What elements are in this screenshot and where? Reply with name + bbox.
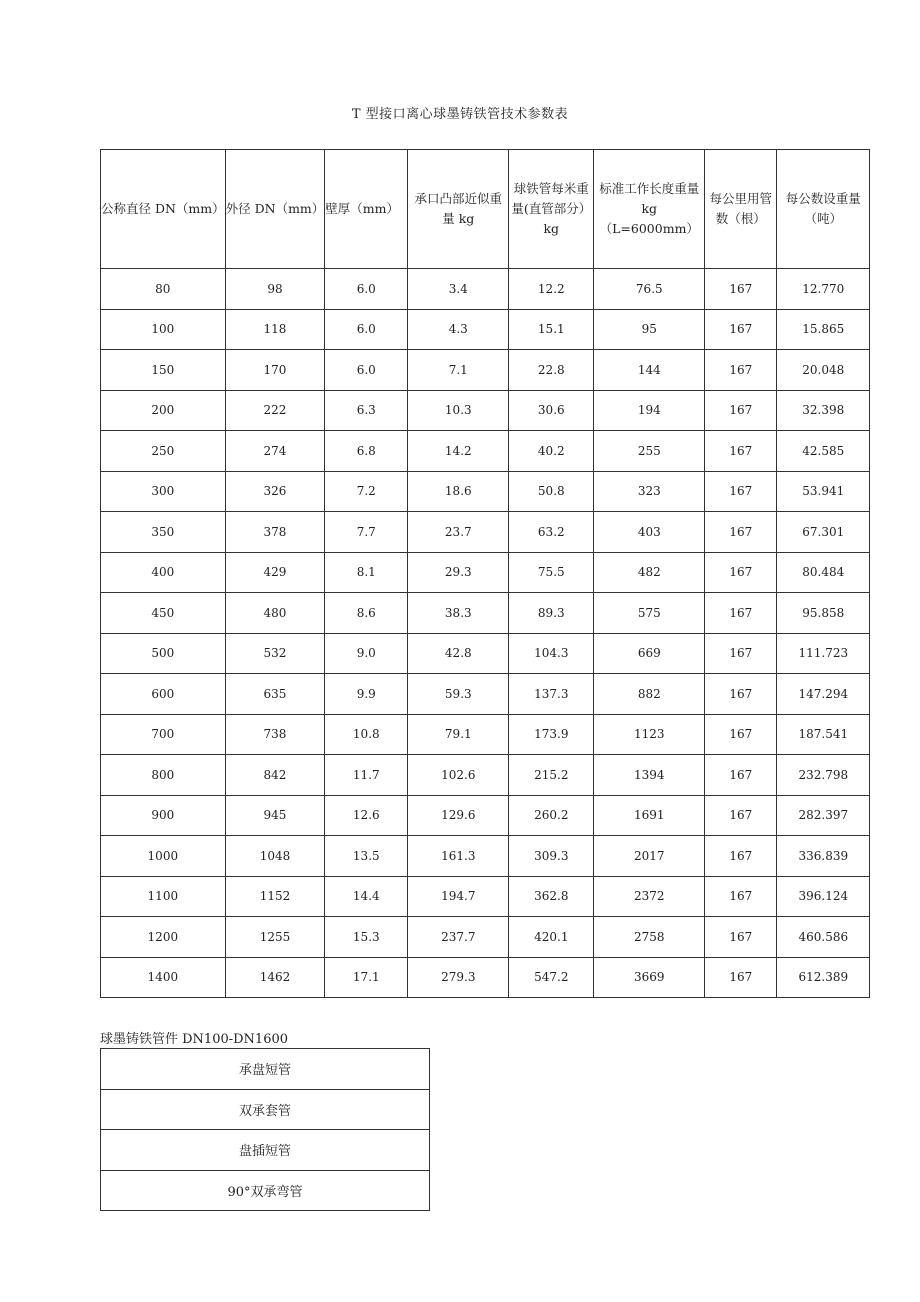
table-cell: 12.2 — [509, 269, 594, 310]
table-cell: 8.6 — [325, 593, 408, 634]
table-cell: 167 — [705, 390, 777, 431]
table-cell: 2758 — [594, 917, 705, 958]
table-cell: 14.2 — [408, 431, 509, 472]
table-cell: 167 — [705, 714, 777, 755]
header-weight-per-km: 每公数设重量（吨） — [777, 150, 870, 269]
table-cell: 1152 — [225, 876, 325, 917]
table-cell: 11.7 — [325, 755, 408, 796]
table-cell: 18.6 — [408, 471, 509, 512]
table-cell: 42.585 — [777, 431, 870, 472]
table-cell: 420.1 — [509, 917, 594, 958]
table-row — [101, 512, 870, 553]
header-outer-diameter: 外径 DN（mm） — [225, 150, 325, 269]
table-cell: 59.3 — [408, 674, 509, 715]
table-row — [101, 593, 870, 634]
table-cell: 400 — [101, 552, 226, 593]
table-cell: 170 — [225, 350, 325, 391]
table-cell: 300 — [101, 471, 226, 512]
table-cell: 7.1 — [408, 350, 509, 391]
table-cell: 279.3 — [408, 957, 509, 998]
table-cell: 15.865 — [777, 309, 870, 350]
table-cell: 255 — [594, 431, 705, 472]
table-cell: 237.7 — [408, 917, 509, 958]
table-cell: 167 — [705, 512, 777, 553]
table-cell: 167 — [705, 917, 777, 958]
table-cell: 100 — [101, 309, 226, 350]
header-pipes-per-km: 每公里用管数（根） — [705, 150, 777, 269]
table-cell: 118 — [225, 309, 325, 350]
table-cell: 6.0 — [325, 309, 408, 350]
table-row — [101, 674, 870, 715]
table-cell: 187.541 — [777, 714, 870, 755]
table-cell: 232.798 — [777, 755, 870, 796]
table-cell: 6.8 — [325, 431, 408, 472]
fitting-row — [101, 1130, 430, 1171]
table-cell: 167 — [705, 836, 777, 877]
table-cell: 79.1 — [408, 714, 509, 755]
table-row — [101, 431, 870, 472]
table-cell: 7.2 — [325, 471, 408, 512]
table-cell: 194 — [594, 390, 705, 431]
table-cell: 95.858 — [777, 593, 870, 634]
table-cell: 75.5 — [509, 552, 594, 593]
table-cell: 282.397 — [777, 795, 870, 836]
table-cell: 215.2 — [509, 755, 594, 796]
table-cell: 167 — [705, 755, 777, 796]
table-cell: 14.4 — [325, 876, 408, 917]
table-cell: 167 — [705, 633, 777, 674]
table-row — [101, 795, 870, 836]
table-cell: 403 — [594, 512, 705, 553]
table-cell: 1255 — [225, 917, 325, 958]
table-cell: 63.2 — [509, 512, 594, 553]
table-cell: 89.3 — [509, 593, 594, 634]
table-cell: 22.8 — [509, 350, 594, 391]
table-cell: 250 — [101, 431, 226, 472]
table-cell: 137.3 — [509, 674, 594, 715]
table-cell: 161.3 — [408, 836, 509, 877]
table-row — [101, 350, 870, 391]
table-cell: 532 — [225, 633, 325, 674]
table-cell: 20.048 — [777, 350, 870, 391]
table-cell: 67.301 — [777, 512, 870, 553]
table-cell: 460.586 — [777, 917, 870, 958]
table-cell: 15.1 — [509, 309, 594, 350]
fitting-item: 盘插短管 — [101, 1130, 430, 1171]
table-cell: 9.0 — [325, 633, 408, 674]
table-cell: 144 — [594, 350, 705, 391]
table-cell: 396.124 — [777, 876, 870, 917]
table-cell: 842 — [225, 755, 325, 796]
table-cell: 38.3 — [408, 593, 509, 634]
table-row — [101, 309, 870, 350]
table-cell: 1048 — [225, 836, 325, 877]
header-standard-length-weight: 标准工作长度重量 kg（L=6000mm） — [594, 150, 705, 269]
table-cell: 2372 — [594, 876, 705, 917]
table-cell: 167 — [705, 269, 777, 310]
table-cell: 10.8 — [325, 714, 408, 755]
table-row — [101, 390, 870, 431]
table-cell: 3669 — [594, 957, 705, 998]
table-cell: 1691 — [594, 795, 705, 836]
table-cell: 12.770 — [777, 269, 870, 310]
table-cell: 167 — [705, 350, 777, 391]
table-cell: 429 — [225, 552, 325, 593]
fitting-row — [101, 1170, 430, 1211]
table-cell: 1400 — [101, 957, 226, 998]
table-row — [101, 917, 870, 958]
table-cell: 129.6 — [408, 795, 509, 836]
table-cell: 1123 — [594, 714, 705, 755]
table-row — [101, 836, 870, 877]
page-title: T 型接口离心球墨铸铁管技术参数表 — [351, 107, 569, 122]
table-cell: 635 — [225, 674, 325, 715]
table-cell: 80.484 — [777, 552, 870, 593]
table-cell: 222 — [225, 390, 325, 431]
table-cell: 53.941 — [777, 471, 870, 512]
table-cell: 95 — [594, 309, 705, 350]
table-cell: 4.3 — [408, 309, 509, 350]
table-cell: 1200 — [101, 917, 226, 958]
header-weight-per-meter: 球铁管每米重量(直管部分）kg — [509, 150, 594, 269]
table-cell: 167 — [705, 552, 777, 593]
table-cell: 6.3 — [325, 390, 408, 431]
fittings-table — [100, 1048, 430, 1211]
table-row — [101, 755, 870, 796]
table-row — [101, 633, 870, 674]
table-cell: 323 — [594, 471, 705, 512]
table-cell: 32.398 — [777, 390, 870, 431]
table-cell: 6.0 — [325, 269, 408, 310]
table-cell: 600 — [101, 674, 226, 715]
table-cell: 362.8 — [509, 876, 594, 917]
table-cell: 167 — [705, 431, 777, 472]
table-cell: 800 — [101, 755, 226, 796]
table-cell: 102.6 — [408, 755, 509, 796]
table-cell: 13.5 — [325, 836, 408, 877]
table-row — [101, 876, 870, 917]
table-cell: 6.0 — [325, 350, 408, 391]
table-cell: 547.2 — [509, 957, 594, 998]
table-row — [101, 552, 870, 593]
table-cell: 882 — [594, 674, 705, 715]
header-nominal-diameter: 公称直径 DN（mm） — [101, 150, 226, 269]
table-cell: 1100 — [101, 876, 226, 917]
table-cell: 7.7 — [325, 512, 408, 553]
table-cell: 167 — [705, 876, 777, 917]
table-row — [101, 714, 870, 755]
table-cell: 482 — [594, 552, 705, 593]
parameters-table — [100, 149, 870, 998]
table-cell: 700 — [101, 714, 226, 755]
table-cell: 480 — [225, 593, 325, 634]
table-cell: 167 — [705, 471, 777, 512]
table-cell: 10.3 — [408, 390, 509, 431]
table-cell: 194.7 — [408, 876, 509, 917]
header-socket-weight: 承口凸部近似重量 kg — [408, 150, 509, 269]
table-cell: 167 — [705, 309, 777, 350]
table-cell: 309.3 — [509, 836, 594, 877]
table-cell: 1462 — [225, 957, 325, 998]
table-cell: 50.8 — [509, 471, 594, 512]
table-cell: 80 — [101, 269, 226, 310]
table-cell: 2017 — [594, 836, 705, 877]
table-cell: 40.2 — [509, 431, 594, 472]
header-wall-thickness: 壁厚（mm） — [325, 150, 408, 269]
table-cell: 29.3 — [408, 552, 509, 593]
table-cell: 1000 — [101, 836, 226, 877]
table-cell: 42.8 — [408, 633, 509, 674]
table-cell: 1394 — [594, 755, 705, 796]
table-cell: 167 — [705, 593, 777, 634]
table-cell: 9.9 — [325, 674, 408, 715]
table-cell: 147.294 — [777, 674, 870, 715]
fittings-title: 球墨铸铁管件 DN100-DN1600 — [100, 1032, 289, 1047]
fitting-item: 90°双承弯管 — [101, 1170, 430, 1211]
table-cell: 76.5 — [594, 269, 705, 310]
table-cell: 8.1 — [325, 552, 408, 593]
table-cell: 15.3 — [325, 917, 408, 958]
table-cell: 336.839 — [777, 836, 870, 877]
table-cell: 669 — [594, 633, 705, 674]
table-row — [101, 957, 870, 998]
table-cell: 378 — [225, 512, 325, 553]
table-cell: 23.7 — [408, 512, 509, 553]
table-cell: 900 — [101, 795, 226, 836]
table-cell: 945 — [225, 795, 325, 836]
table-cell: 12.6 — [325, 795, 408, 836]
table-row — [101, 471, 870, 512]
table-cell: 450 — [101, 593, 226, 634]
table-cell: 326 — [225, 471, 325, 512]
table-cell: 612.389 — [777, 957, 870, 998]
fitting-item: 承盘短管 — [101, 1049, 430, 1090]
table-cell: 167 — [705, 957, 777, 998]
table-cell: 274 — [225, 431, 325, 472]
table-cell: 17.1 — [325, 957, 408, 998]
table-cell: 104.3 — [509, 633, 594, 674]
table-cell: 3.4 — [408, 269, 509, 310]
table-row — [101, 269, 870, 310]
table-cell: 260.2 — [509, 795, 594, 836]
table-cell: 738 — [225, 714, 325, 755]
fitting-item: 双承套管 — [101, 1089, 430, 1130]
table-cell: 150 — [101, 350, 226, 391]
table-cell: 30.6 — [509, 390, 594, 431]
table-cell: 350 — [101, 512, 226, 553]
table-cell: 173.9 — [509, 714, 594, 755]
fitting-row — [101, 1089, 430, 1130]
table-cell: 111.723 — [777, 633, 870, 674]
table-cell: 200 — [101, 390, 226, 431]
table-cell: 167 — [705, 674, 777, 715]
table-cell: 167 — [705, 795, 777, 836]
table-cell: 98 — [225, 269, 325, 310]
table-header-row — [101, 150, 870, 269]
table-cell: 575 — [594, 593, 705, 634]
table-cell: 500 — [101, 633, 226, 674]
fitting-row — [101, 1049, 430, 1090]
